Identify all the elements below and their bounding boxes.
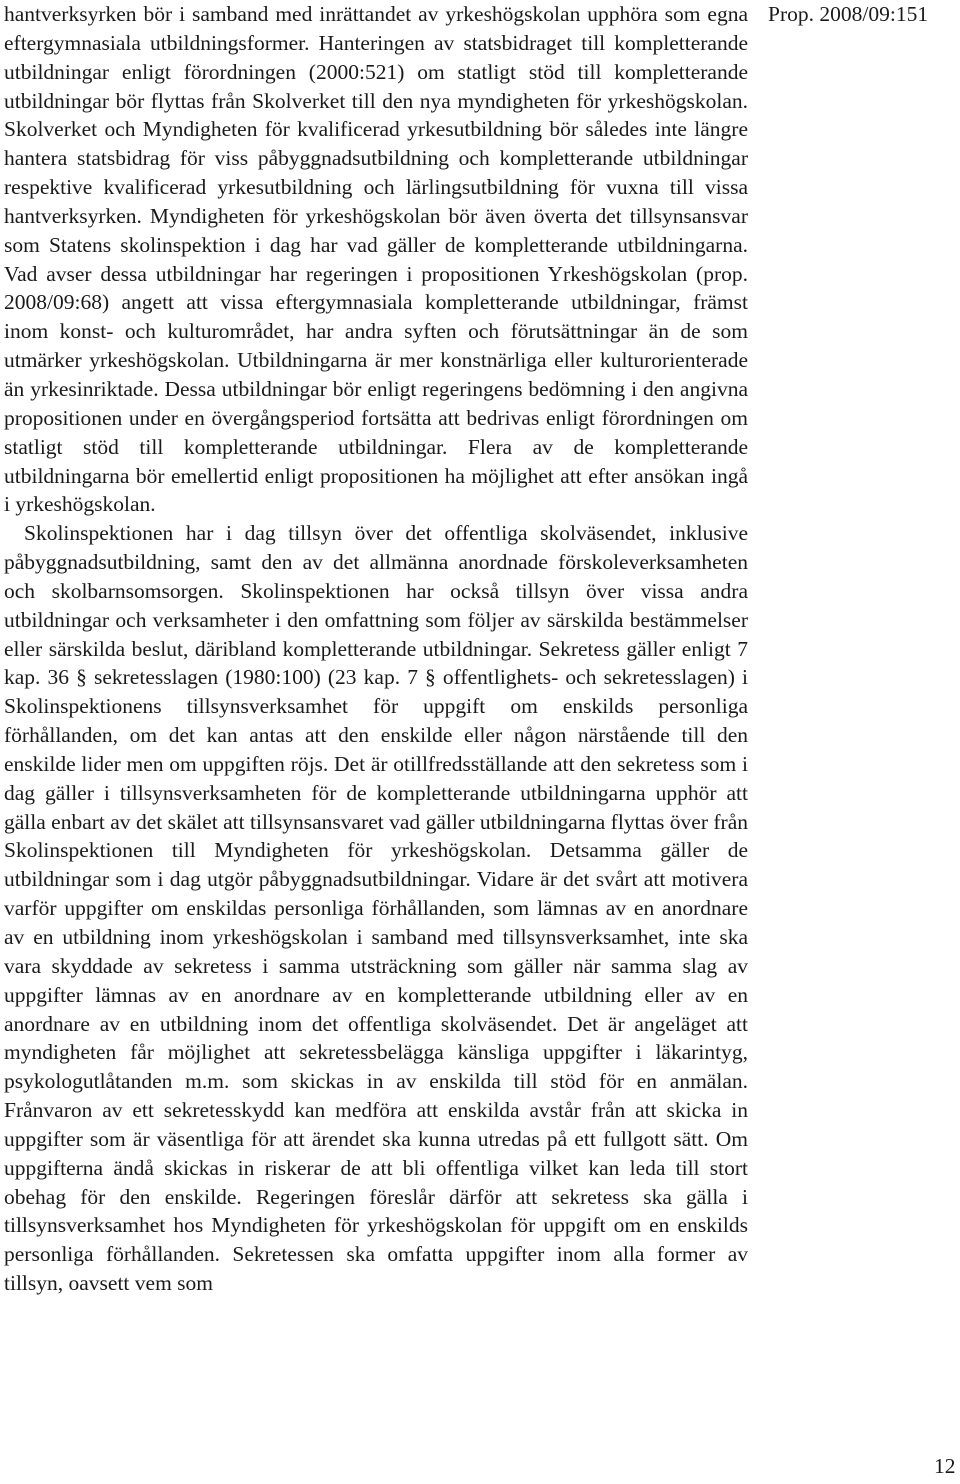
proposition-reference: Prop. 2008/09:151 <box>768 2 929 26</box>
body-text <box>4 0 748 1298</box>
paragraph: hantverksyrken bör i samband med inrättandet av yrkeshögskolan upphöra som egna eftergymnasiala utbildningsformer. Hanteringen av statsbidraget till kompletterande utbildningar enligt förordningen (2000:521) om statligt stöd till kompletterande utbildningar bör flyttas från Skolverket till den nya myndigheten för yrkeshögskolan. Skolverket och Myndigheten för kvalificerad yrkesutbildning bör således inte längre hantera statsbidrag för viss påbyggnadsutbildning och kompletterande utbildningar respektive kvalificerad yrkesutbildning och lärlingsutbildning för vuxna till vissa hantverksyrken. Myndigheten för yrkeshögskolan bör även överta det tillsynsansvar som Statens skolinspektion i dag har vad gäller de kompletterande utbildningarna. Vad avser dessa utbildningar har regeringen i propositionen Yrkeshögskolan (prop. 2008/09:68) angett att vissa eftergymnasiala kompletterande utbildningar, främst inom konst- och kulturområdet, har andra syften och förutsättningar än de som utmärker yrkeshögskolan. Utbildningarna är mer konstnärliga eller kulturorienterade än yrkesinriktade. Dessa utbildningar bör enligt regeringens bedömning i den angivna propositionen under en övergångsperiod fortsätta att bedrivas enligt förordningen om statligt stöd till kompletterande utbildningar. Flera av de kompletterande utbildningarna bör emellertid enligt propositionen ha möjlighet att efter ansökan ingå i yrkeshögskolan. <box>4 2 748 517</box>
paragraph: Skolinspektionen har i dag tillsyn över det offentliga skolväsendet, inklusive påbyggnadsutbildning, samt den av det allmänna anordnade förskoleverksamheten och skolbarnsomsorgen. Skolinspektionen har också tillsyn över vissa andra utbildningar och verksamheter i den omfattning som följer av särskilda bestämmelser eller särskilda beslut, däribland kompletterande utbildningar. Sekretess gäller enligt 7 kap. 36 § sekretesslagen (1980:100) (23 kap. 7 § offentlighets- och sekretesslagen) i Skolinspektionens tillsynsverksamhet för uppgift om enskilds personliga förhållanden, om det kan antas att den enskilde eller någon närstående till den enskilde lider men om uppgiften röjs. Det är otillfredsställande att den sekretess som i dag gäller i tillsynsverksamheten för de kompletterande utbildningarna upphör att gälla enbart av det skälet att tillsynsansvaret vad gäller utbildningarna flyttas över från Skolinspektionen till Myndigheten för yrkeshögskolan. Detsamma gäller de utbildningar som i dag utgör påbyggnadsutbildningar. Vidare är det svårt att motivera varför uppgifter om enskildas personliga förhållanden, som lämnas av en anordnare av en utbildning inom yrkeshögskolan i samband med tillsynsverksamhet, inte ska vara skyddade av sekretess i samma utsträckning som gäller när samma slag av uppgifter lämnas av en anordnare av en kompletterande utbildning eller av en anordnare av en utbildning inom det offentliga skolväsendet. Det är angeläget att myndigheten får möjlighet att sekretessbelägga känsliga uppgifter i läkarintyg, psykologutlåtanden m.m. som skickas in av enskilda till stöd för en anmälan. Frånvaron av ett sekretesskydd kan medföra att enskilda avstår från att skicka in uppgifter som är väsentliga för att ärendet ska kunna utredas på ett fullgott sätt. Om uppgifterna ändå skickas in riskerar de att bli offentliga vilket kan leda till stort obehag för den enskilde. Regeringen föreslår därför att sekretess ska gälla i tillsynsverksamhet hos Myndigheten för yrkeshögskolan för uppgift om en enskilds personliga förhållanden. Sekretessen ska omfatta uppgifter inom alla former av tillsyn, oavsett vem som <box>4 521 748 1296</box>
page-number: 12 <box>934 1454 956 1478</box>
